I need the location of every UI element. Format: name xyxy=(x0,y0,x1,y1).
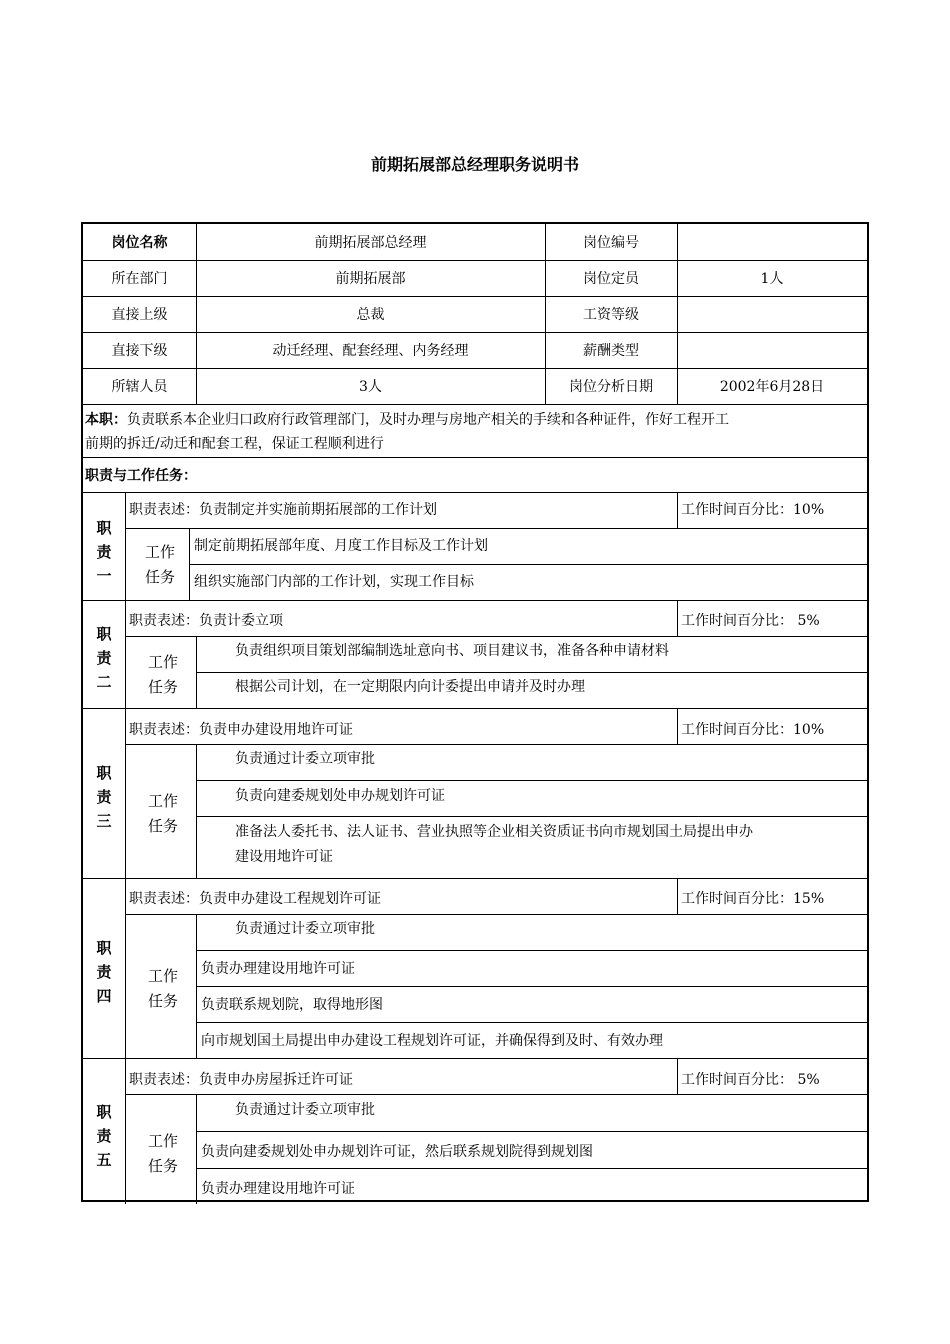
duty-name: 职 责 四 xyxy=(96,939,112,1005)
info-label: 薪酬类型 xyxy=(583,343,639,359)
task-item: 负责向建委规划处申办规划许可证 xyxy=(235,788,445,804)
task-item: 根据公司计划，在一定期限内向计委提出申请并及时办理 xyxy=(235,679,585,695)
duty-name: 职 责 一 xyxy=(96,519,112,585)
info-label: 直接下级 xyxy=(111,343,168,359)
info-label: 岗位名称 xyxy=(111,235,168,251)
task-item: 负责向建委规划处申办规划许可证，然后联系规划院得到规划图 xyxy=(201,1144,593,1160)
info-label: 岗位编号 xyxy=(583,235,639,251)
task-label: 工作 任务 xyxy=(147,1132,178,1175)
info-value: 前期拓展部总经理 xyxy=(314,235,427,251)
duty-desc: 职责表述：负责申办建设工程规划许可证 xyxy=(129,891,381,907)
info-label: 所辖人员 xyxy=(111,379,168,395)
task-label: 工作 任务 xyxy=(147,792,178,835)
task-item: 负责组织项目策划部编制选址意向书、项目建议书，准备各种申请材料 xyxy=(235,643,669,659)
task-item: 负责通过计委立项审批 xyxy=(235,1102,375,1118)
task-item: 负责通过计委立项审批 xyxy=(235,921,375,937)
info-value: 动迁经理、配套经理、内务经理 xyxy=(272,343,469,359)
info-label: 所在部门 xyxy=(111,271,168,287)
duty-desc: 职责表述：负责申办建设用地许可证 xyxy=(129,722,353,738)
job-description-table xyxy=(81,222,869,1202)
task-item: 负责办理建设用地许可证 xyxy=(201,961,355,977)
info-value: 前期拓展部 xyxy=(335,271,406,287)
info-value: 2002年6月28日 xyxy=(719,379,825,395)
task-label: 工作 任务 xyxy=(144,543,175,586)
task-item: 负责联系规划院，取得地形图 xyxy=(201,997,383,1013)
info-label: 岗位分析日期 xyxy=(569,379,653,395)
info-value: 3人 xyxy=(359,379,382,395)
duty-name: 职 责 三 xyxy=(96,764,112,830)
task-item: 准备法人委托书、法人证书、营业执照等企业相关资质证书向市规划国土局提出申办 xyxy=(235,824,753,840)
page-title: 前期拓展部总经理职务说明书 xyxy=(370,155,579,174)
duties-header: 职责与工作任务： xyxy=(85,468,197,484)
benzhi-line1: 本职：负责联系本企业归口政府行政管理部门，及时办理与房地产相关的手续和各种证件，作好工程开工 xyxy=(85,412,729,428)
duty-desc: 职责表述：负责计委立项 xyxy=(129,613,283,629)
task-item: 向市规划国土局提出申办建设工程规划许可证，并确保得到及时、有效办理 xyxy=(201,1033,663,1049)
task-label: 工作 任务 xyxy=(147,653,178,696)
info-label: 直接上级 xyxy=(111,307,168,323)
info-value: 1人 xyxy=(760,271,784,287)
duty-desc: 职责表述：负责申办房屋拆迁许可证 xyxy=(129,1072,353,1088)
task-item: 制定前期拓展部年度、月度工作目标及工作计划 xyxy=(194,538,488,554)
duty-desc: 职责表述：负责制定并实施前期拓展部的工作计划 xyxy=(129,502,437,518)
duty-pct: 工作时间百分比： 5% xyxy=(681,1072,820,1088)
duty-pct: 工作时间百分比：10% xyxy=(681,722,825,738)
task-label: 工作 任务 xyxy=(147,967,178,1010)
info-label: 岗位定员 xyxy=(583,271,639,287)
duty-name: 职 责 五 xyxy=(96,1103,112,1169)
task-item: 负责办理建设用地许可证 xyxy=(201,1181,355,1197)
duty-pct: 工作时间百分比： 5% xyxy=(681,613,820,629)
task-item: 组织实施部门内部的工作计划，实现工作目标 xyxy=(194,574,474,590)
duty-pct: 工作时间百分比：10% xyxy=(681,502,825,518)
benzhi-label: 本职： xyxy=(85,412,127,428)
info-value: 总裁 xyxy=(356,307,385,323)
benzhi-line2: 前期的拆迁/动迁和配套工程，保证工程顺利进行 xyxy=(85,436,384,452)
duty-name: 职 责 二 xyxy=(96,625,112,691)
task-item: 建设用地许可证 xyxy=(235,849,333,865)
task-item: 负责通过计委立项审批 xyxy=(235,751,375,767)
duty-pct: 工作时间百分比：15% xyxy=(681,891,825,907)
info-label: 工资等级 xyxy=(583,307,639,323)
